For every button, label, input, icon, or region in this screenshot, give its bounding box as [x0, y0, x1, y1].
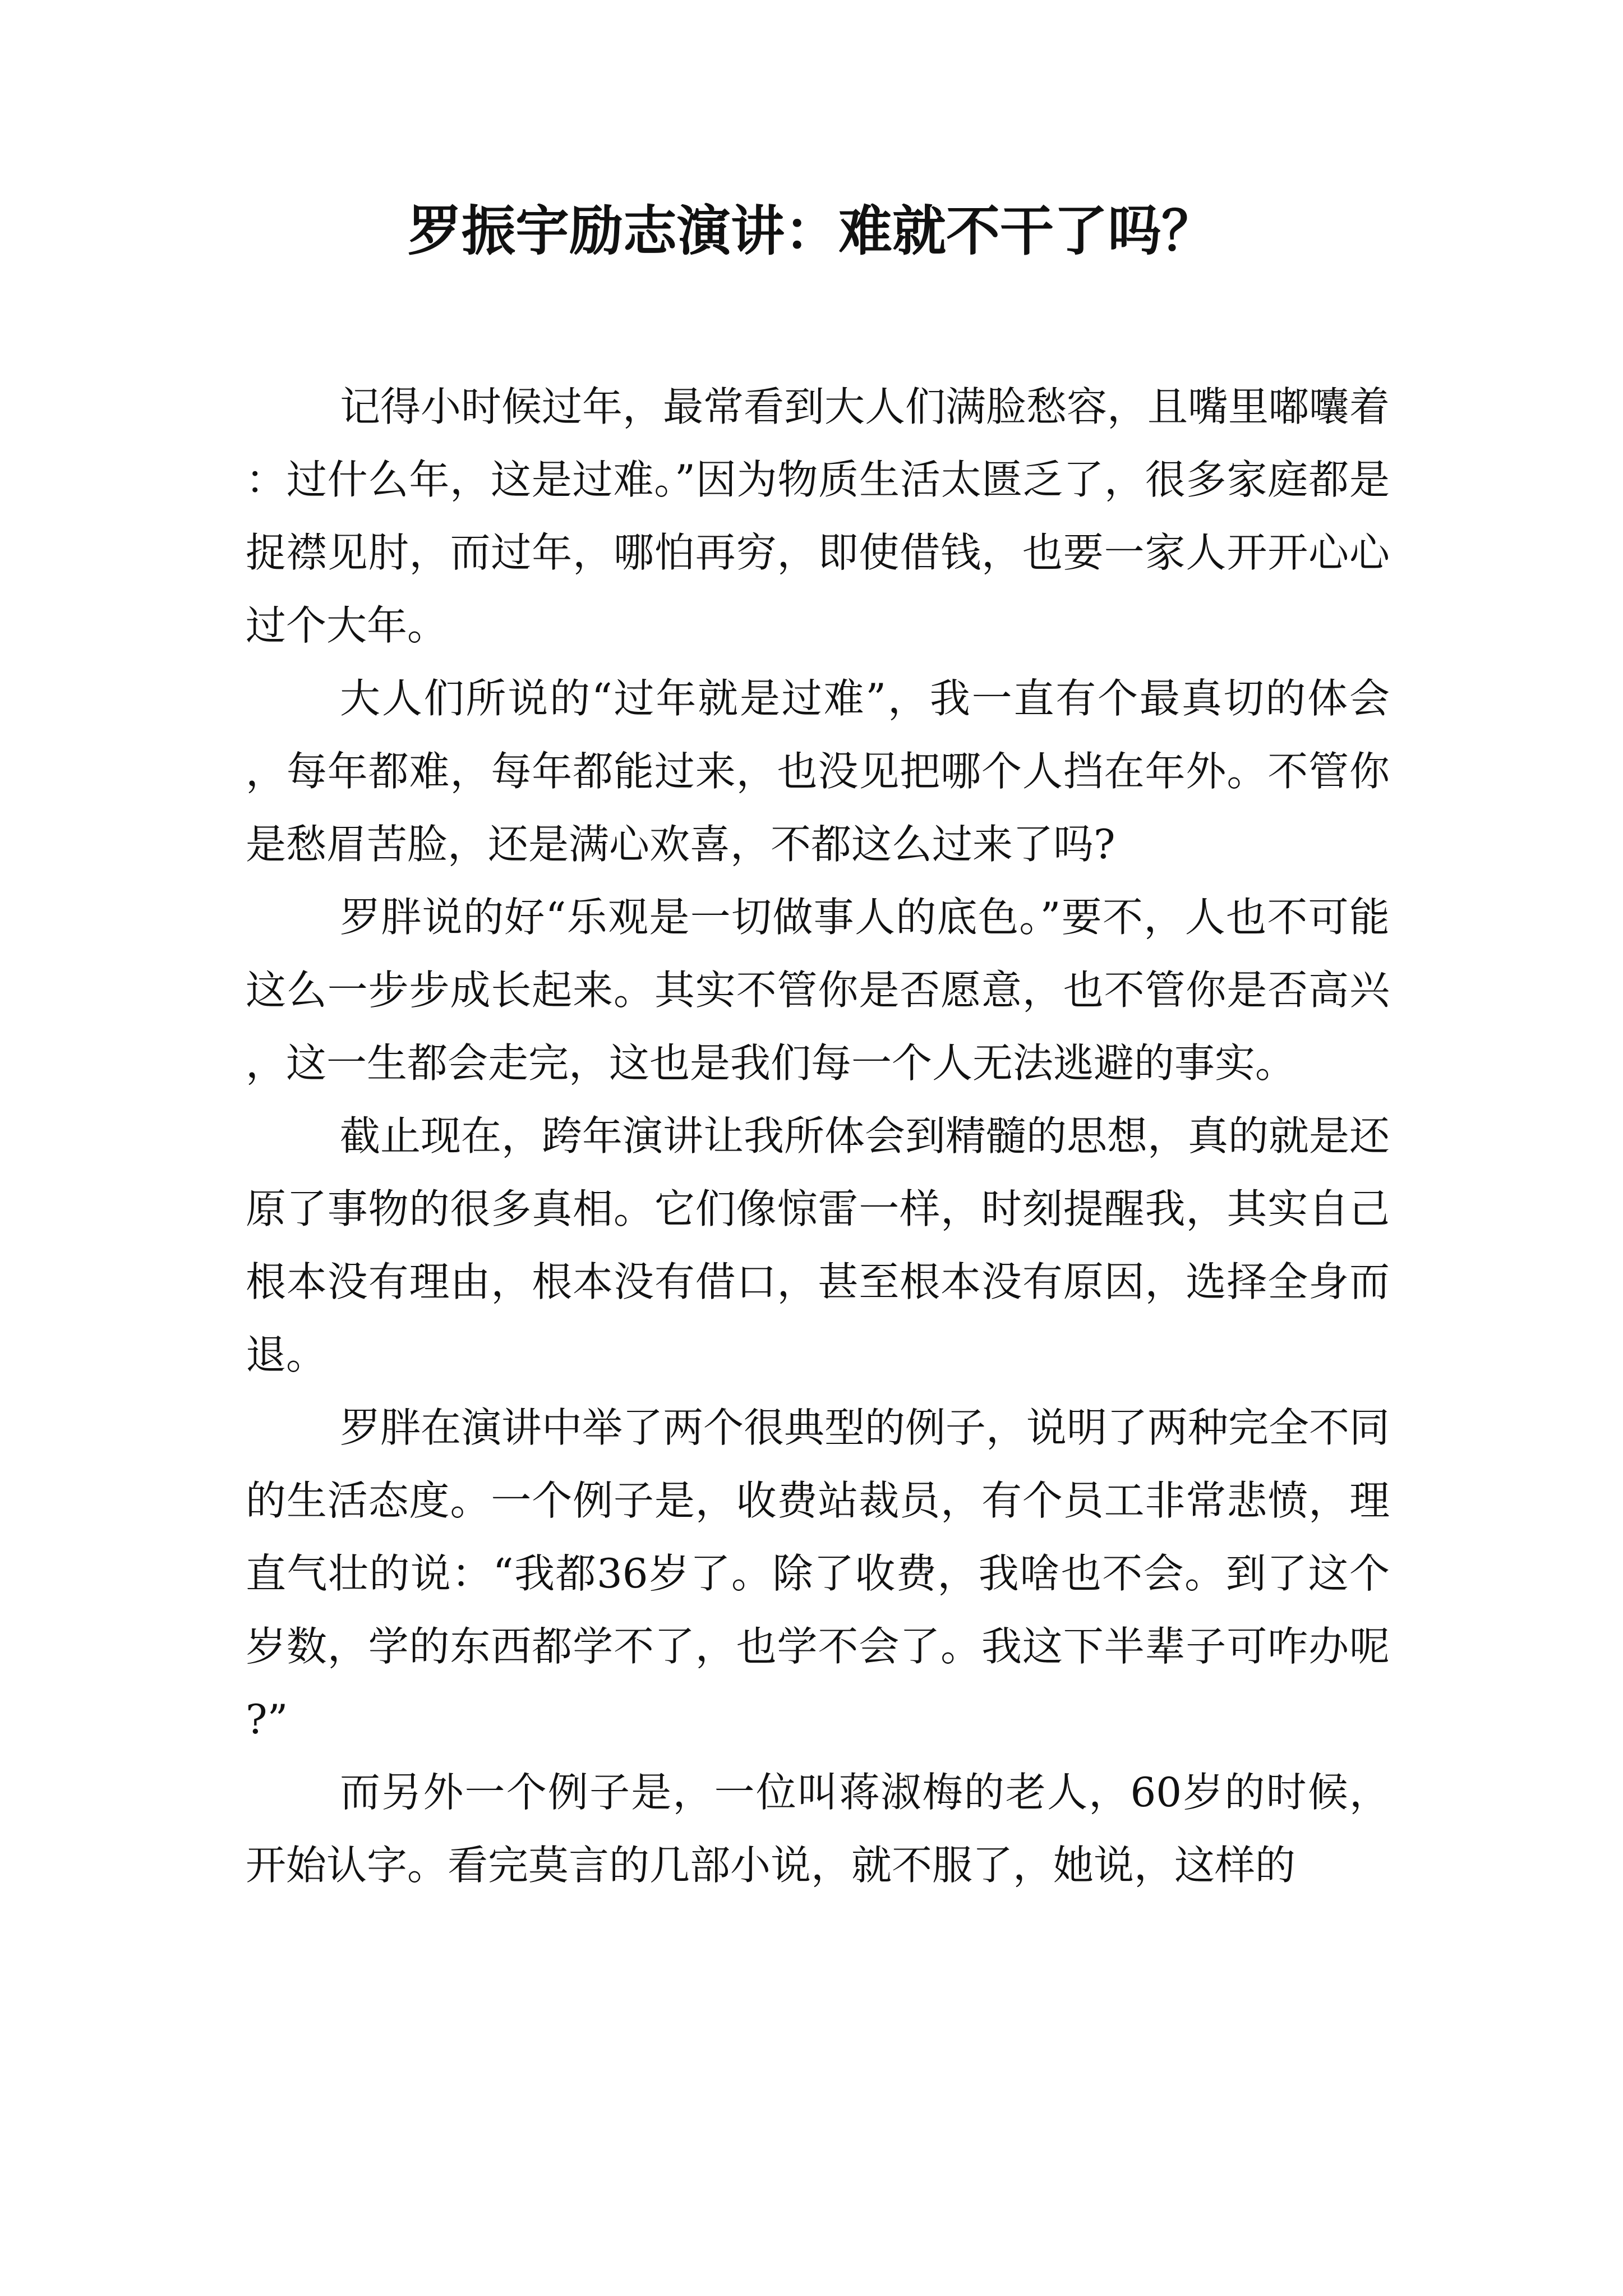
paragraph: 记得小时候过年，最常看到大人们满脸愁容，且嘴里嘟囔着：过什么年，这是过难。”因为物质生活太匮乏了，很多家庭都是捉襟见肘，而过年，哪怕再穷，即使借钱，也要一家人开开心心过个大年。 — [246, 383, 1390, 649]
paragraph: 罗胖在演讲中举了两个很典型的例子，说明了两种完全不同的生活态度。一个例子是，收费站裁员，有个员工非常悲愤，理直气壮的说：“我都36岁了。除了收费，我啥也不会。到了这个岁数，学的东西都学不了，也学不会了。我这下半辈子可咋办呢?” — [246, 1404, 1390, 1743]
paragraph: 截止现在，跨年演讲让我所体会到精髓的思想，真的就是还原了事物的很多真相。它们像惊雷一样，时刻提醒我，其实自己根本没有理由，根本没有借口，甚至根本没有原因，选择全身而退。 — [246, 1112, 1390, 1378]
paragraph: 而另外一个例子是，一位叫蒋淑梅的老人，60岁的时候，开始认字。看完莫言的几部小说，就不服了，她说，这样的 — [246, 1769, 1390, 1889]
paragraph: 大人们所说的“过年就是过难”，我一直有个最真切的体会，每年都难，每年都能过来，也没见把哪个人挡在年外。不管你是愁眉苦脸，还是满心欢喜，不都这么过来了吗? — [246, 675, 1390, 868]
document-title: 罗振宇励志演讲：难就不干了吗？ — [408, 199, 1215, 263]
document-body — [246, 370, 1390, 1902]
paragraph: 罗胖说的好“乐观是一切做事人的底色。”要不，人也不可能这么一步步成长起来。其实不管你是否愿意，也不管你是否高兴，这一生都会走完，这也是我们每一个人无法逃避的事实。 — [246, 894, 1390, 1087]
